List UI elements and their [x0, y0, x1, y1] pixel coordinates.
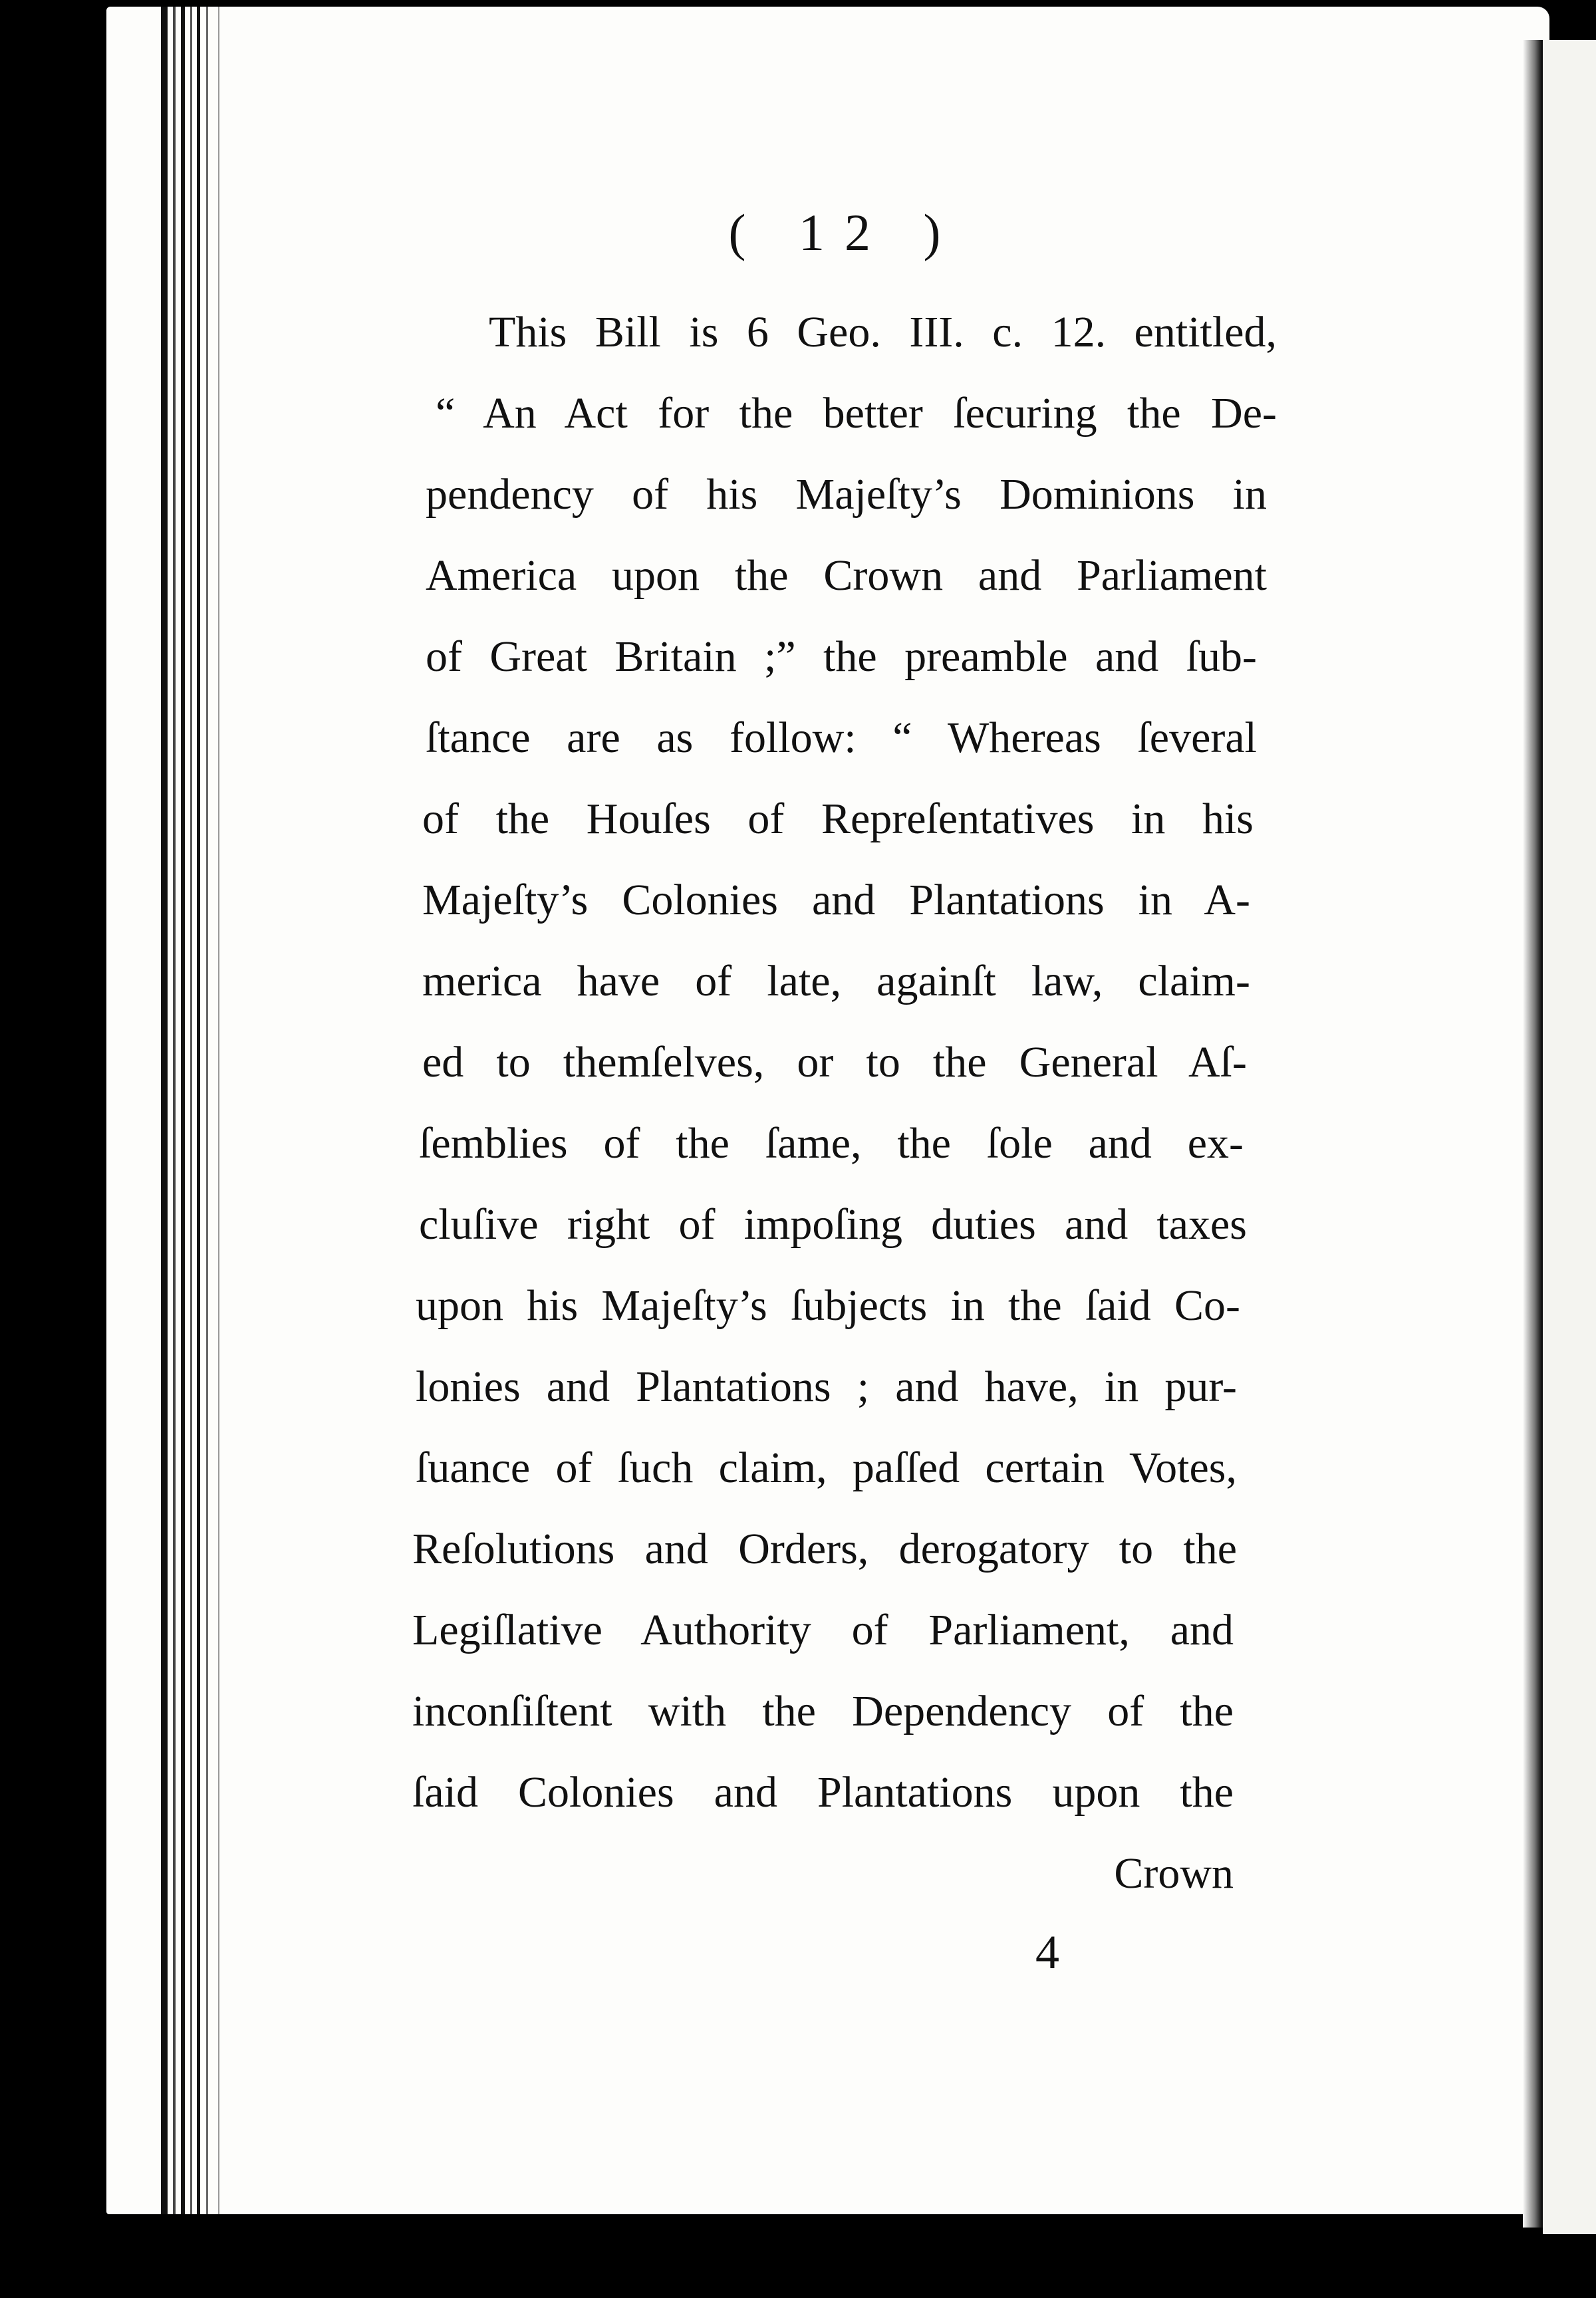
- binding-gutter: [106, 7, 233, 2214]
- text-line: of the Houſes of Repreſentatives in his: [422, 795, 1254, 843]
- text-line: ſtance are as follow: “ Whereas ſeveral: [426, 713, 1257, 762]
- text-line: upon his Majeſty’s ſubjects in the ſaid Co-: [416, 1281, 1240, 1330]
- text-line: ſemblies of the ſame, the ſole and ex-: [419, 1119, 1244, 1168]
- text-line: Legiſlative Authority of Parliament, and: [412, 1606, 1234, 1654]
- gutter-line: [181, 7, 185, 2214]
- text-line: ed to themſelves, or to the General Aſ-: [422, 1038, 1247, 1086]
- text-line: “ An Act for the better ſecuring the De-: [436, 389, 1277, 438]
- page-number-header: ( 12 ): [728, 203, 961, 261]
- gutter-line: [218, 7, 219, 2214]
- gutter-line: [173, 7, 176, 2214]
- gutter-line: [206, 7, 208, 2214]
- gutter-line: [190, 7, 192, 2214]
- text-line: of Great Britain ;” the preamble and ſub-: [426, 632, 1257, 681]
- text-line: This Bill is 6 Geo. III. c. 12. entitled,: [489, 308, 1277, 356]
- catchword: Crown: [1114, 1849, 1234, 1898]
- text-line: merica have of late, againſt law, claim-: [422, 957, 1250, 1005]
- signature-mark: 4: [1035, 1926, 1059, 1979]
- text-line: cluſive right of impoſing duties and taxes: [419, 1200, 1247, 1249]
- text-line: ſuance of ſuch claim, paſſed certain Votes,: [416, 1444, 1237, 1492]
- text-line: inconſiſtent with the Dependency of the: [412, 1687, 1234, 1735]
- text-line: America upon the Crown and Parliament: [426, 551, 1267, 600]
- gutter-line: [197, 7, 200, 2214]
- text-line: Reſolutions and Orders, derogatory to the: [412, 1525, 1237, 1573]
- facing-page-edge: [1543, 40, 1596, 2234]
- text-line: ſaid Colonies and Plantations upon the: [412, 1768, 1234, 1817]
- text-line: pendency of his Majeſty’s Dominions in: [426, 470, 1267, 519]
- text-line: lonies and Plantations ; and have, in pur-: [416, 1362, 1237, 1411]
- text-line: Majeſty’s Colonies and Plantations in A-: [422, 876, 1250, 924]
- gutter-line: [161, 7, 168, 2214]
